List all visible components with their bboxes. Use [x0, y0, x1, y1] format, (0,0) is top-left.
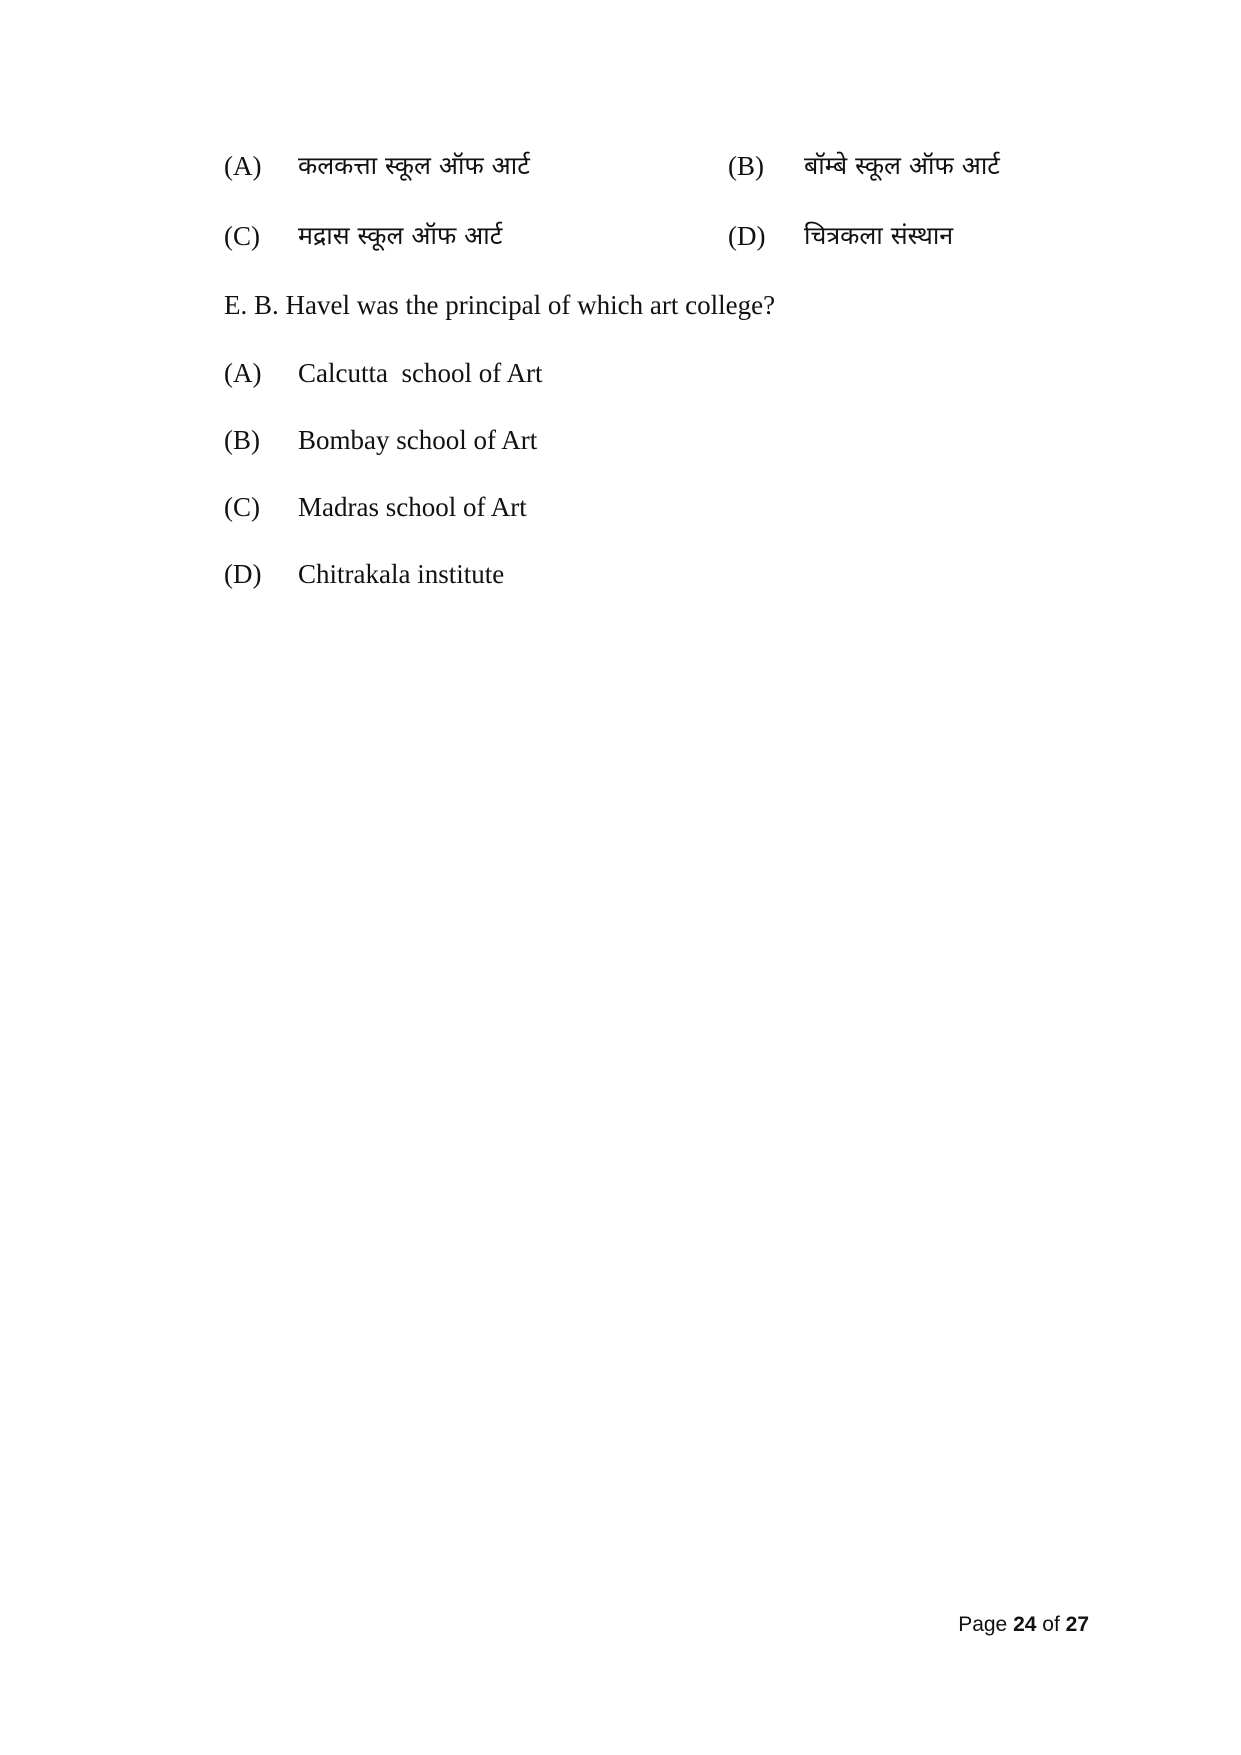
option-label: (A)	[224, 151, 262, 181]
option-text: चित्रकला संस्थान	[804, 221, 954, 250]
total-pages-number: 27	[1065, 1613, 1089, 1636]
option-label: (B)	[728, 151, 764, 181]
option-label: (C)	[224, 221, 260, 251]
option-text: Bombay school of Art	[298, 425, 538, 455]
current-page-number: 24	[1013, 1613, 1037, 1636]
page-number-footer	[958, 1610, 1089, 1640]
option-label: (B)	[224, 425, 260, 455]
option-text: बॉम्बे स्कूल ऑफ आर्ट	[804, 151, 1000, 180]
page-word: Page	[958, 1613, 1008, 1636]
option-label: (C)	[224, 492, 260, 522]
option-label: (D)	[728, 221, 766, 251]
option-text: मद्रास स्कूल ऑफ आर्ट	[298, 221, 503, 250]
option-text: कलकत्ता स्कूल ऑफ आर्ट	[298, 151, 530, 180]
option-text: Madras school of Art	[298, 492, 527, 522]
option-label: (D)	[224, 559, 262, 589]
of-word: of	[1042, 1613, 1060, 1636]
option-label: (A)	[224, 358, 262, 388]
question-text: E. B. Havel was the principal of which art college?	[224, 290, 776, 320]
option-text: Calcutta school of Art	[298, 358, 543, 388]
option-text: Chitrakala institute	[298, 559, 505, 589]
